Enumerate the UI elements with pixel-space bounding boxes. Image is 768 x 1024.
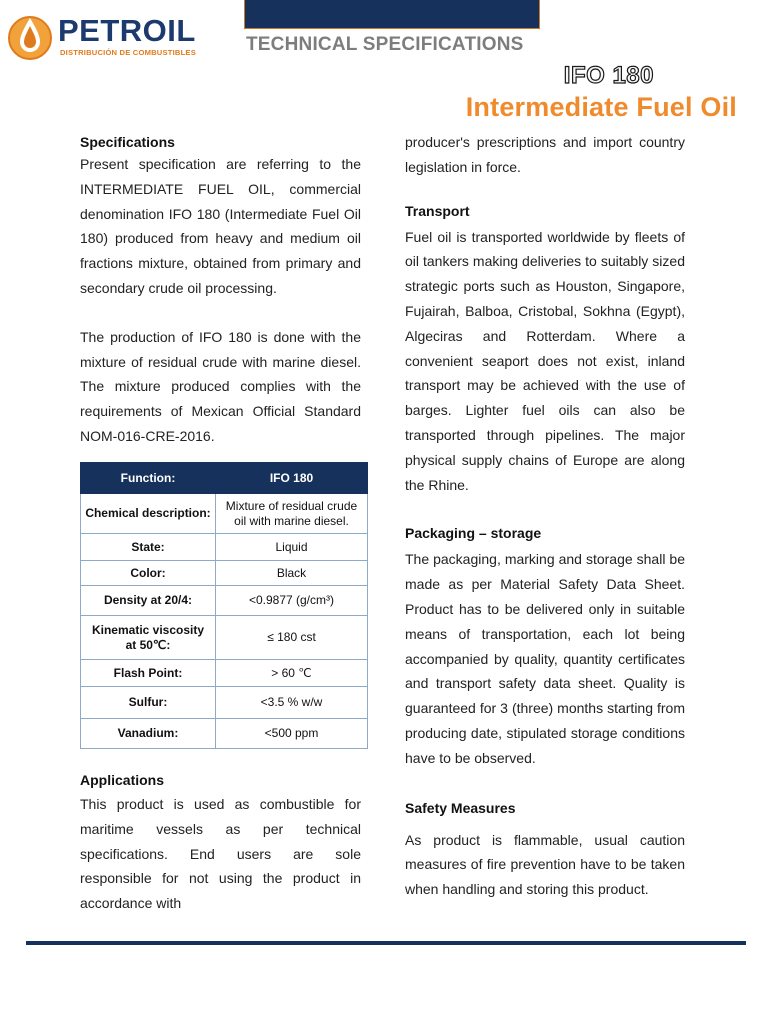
table-header-value: IFO 180 (216, 463, 368, 494)
table-row (81, 616, 368, 660)
row-value: Black (216, 561, 368, 586)
row-value: ≤ 180 cst (216, 616, 368, 660)
row-label: State: (81, 534, 216, 561)
table-row (81, 660, 368, 687)
table-row (81, 561, 368, 586)
applications-heading: Applications (80, 772, 165, 788)
packaging-text: The packaging, marking and storage shall be made as per Material Safety Data Sheet. Product has to be delivered only in suitable means of transportation, each lot being accompanied by quality, quantity certificates and transport safety data sheet. Quality is guaranteed for 3 (three) months starting from producing date, stipulated storage conditions have to be observed. (405, 551, 685, 766)
table-row (81, 534, 368, 561)
transport-heading: Transport (405, 202, 470, 219)
safety-heading: Safety Measures (405, 799, 516, 816)
row-value: <500 ppm (216, 719, 368, 749)
table-header-label: Function: (81, 463, 216, 494)
row-label: Density at 20/4: (81, 586, 216, 616)
transport-text: Fuel oil is transported worldwide by fleets of oil tankers making deliveries to suitably sized strategic ports such as Houston, Singapore, Fujairah, Balboa, Cristobal, Sokhna (Egypt), Algeciras and Rotterdam. Where a convenient seaport does not exist, inland transport may be achieved with the use of barges. Lighter fuel oils can also be transported through pipelines. The major physical supply chains of Europe are along the Rhine. (405, 228, 685, 493)
row-value: > 60 ℃ (216, 660, 368, 687)
row-label: Kinematic viscosity at 50℃: (81, 616, 216, 660)
row-label: Chemical description: (81, 494, 216, 534)
right-column (405, 130, 685, 902)
row-value: <0.9877 (g/cm³) (216, 586, 368, 616)
table-header-row (81, 463, 368, 494)
brand-tagline: DISTRIBUCIÓN DE COMBUSTIBLES (60, 48, 196, 57)
specifications-paragraph-2: The production of IFO 180 is done with the mixture of residual crude with marine diesel. The mixture produced complies with the requirements of Mexican Official Standard NOM-016-CRE-2016. (80, 328, 361, 444)
applications-section (80, 770, 361, 916)
packaging-heading: Packaging – storage (405, 525, 542, 542)
row-label: Sulfur: (81, 687, 216, 719)
document-kind: TECHNICAL SPECIFICATIONS (246, 34, 524, 55)
specifications-table (80, 462, 368, 749)
applications-text: This product is used as combustible for maritime vessels as per technical specifications. End users are sole responsible for not using the product in accordance with (80, 796, 361, 912)
product-code: IFO 180 (563, 62, 654, 89)
row-label: Color: (81, 561, 216, 586)
footer-divider (26, 941, 746, 945)
table-row (81, 719, 368, 749)
specifications-heading: Specifications (80, 134, 175, 150)
row-value: Mixture of residual crude oil with marine diesel. (216, 494, 368, 534)
table-row (81, 586, 368, 616)
left-column (80, 132, 361, 449)
header-bar (244, 0, 540, 29)
fuel-drop-icon (6, 10, 54, 62)
petroil-logo (6, 8, 221, 60)
row-value: Liquid (216, 534, 368, 561)
row-value: <3.5 % w/w (216, 687, 368, 719)
brand-name: PETROIL (58, 13, 196, 48)
product-name: Intermediate Fuel Oil (465, 92, 737, 122)
continuation-text: producer's prescriptions and import country legislation in force. (405, 134, 685, 175)
specifications-paragraph-1: Present specification are referring to the INTERMEDIATE FUEL OIL, commercial denomination IFO 180 (Intermediate Fuel Oil 180) produced from heavy and medium oil fractions mixture, obtained from primary and secondary crude oil processing. (80, 156, 361, 296)
row-label: Flash Point: (81, 660, 216, 687)
table-row (81, 494, 368, 534)
row-label: Vanadium: (81, 719, 216, 749)
safety-text: As product is flammable, usual caution measures of fire prevention have to be taken when handling and storing this product. (405, 831, 685, 898)
table-row (81, 687, 368, 719)
